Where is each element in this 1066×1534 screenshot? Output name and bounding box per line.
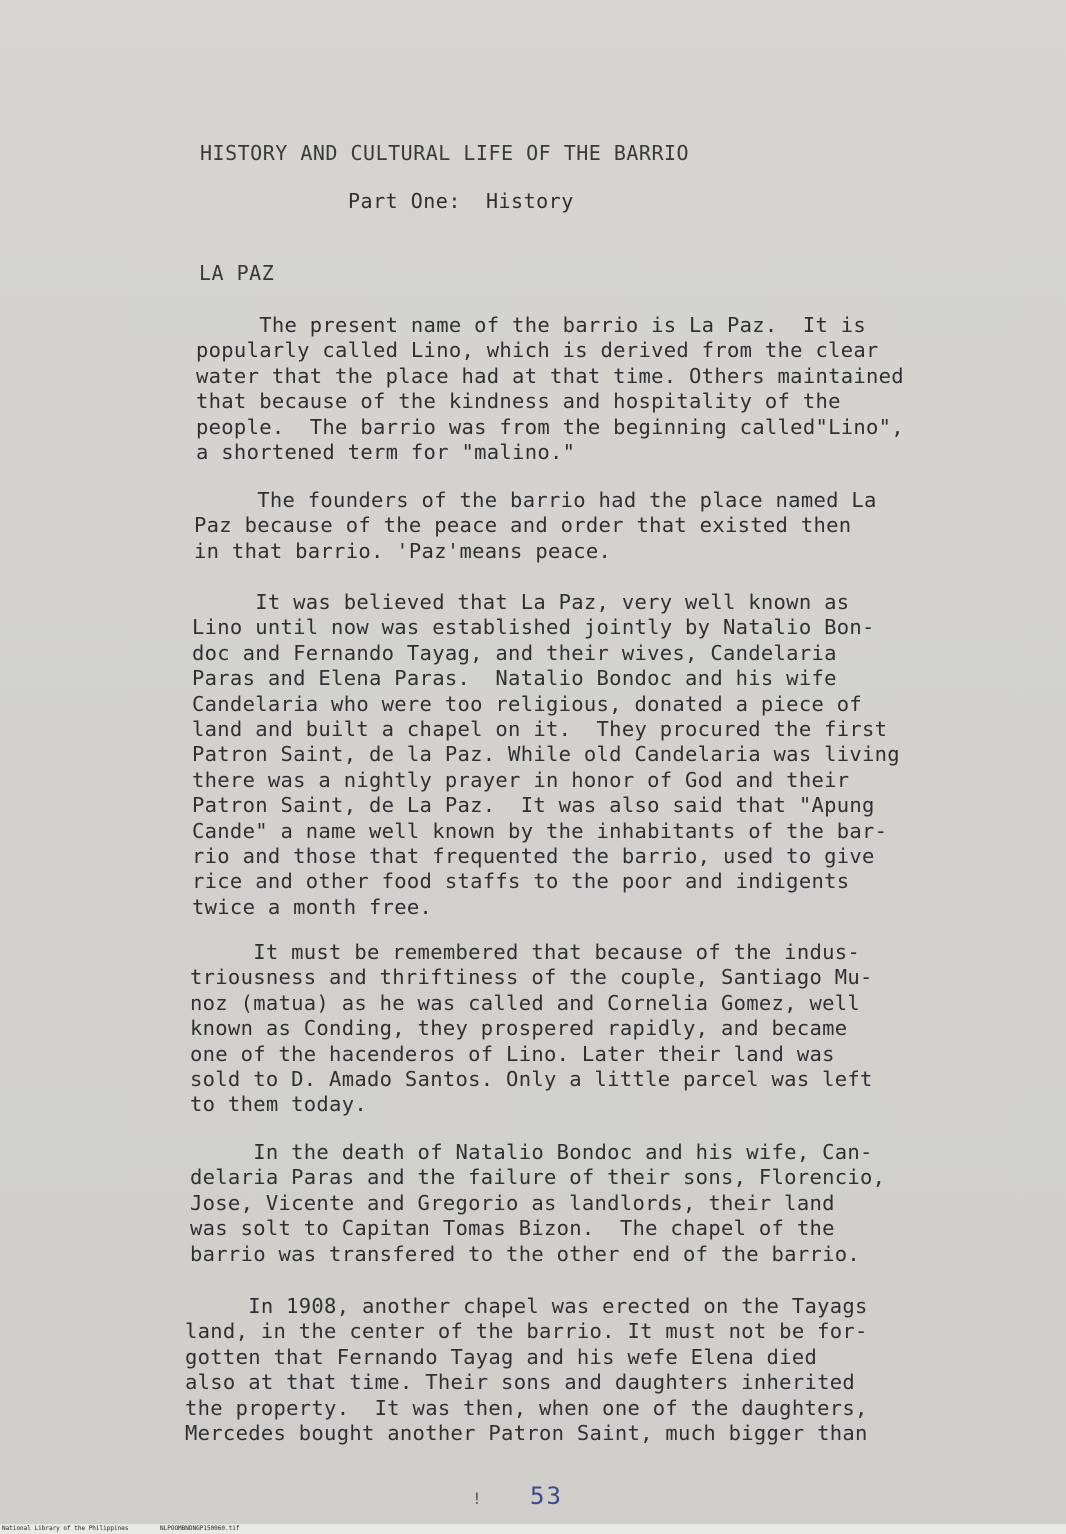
paragraph-munoz-couple: It must be remembered that because of the indus- triousness and thriftiness of the couple, Santiago Mu- noz (matua) as he was called and Cornelia Gomez, well known as Conding, they prospered rapidly, and became one of the hacenderos of Lino. Later their land was sold to D. Amado Santos. Only a little parcel was left to them today.	[190, 940, 873, 1117]
paragraph-1908-chapel: In 1908, another chapel was erected on the Tayags land, in the center of the barrio. It must not be for- gotten that Fernando Tayag and his wefe Elena died also at that time. Their sons and daughters inherited the property. It was then, when one of the daughters, Mercedes bought another Patron Saint, much bigger than	[185, 1294, 868, 1446]
paragraph-barrio-name: The present name of the barrio is La Paz. It is popularly called Lino, which is derived from the clear water that the place had at that time. Others maintained that because of the kindness and hospitality of the people. The barrio was from the beginning called"Lino", a shortened term for "malino."	[196, 313, 904, 465]
paragraph-establishment: It was believed that La Paz, very well known as Lino until now was established jointly by Natalio Bon- doc and Fernando Tayag, and their wives, Candelaria Paras and Elena Paras. Natalio Bondoc and his wife Candelaria who were too religious, donated a piece of land and built a chapel on it. They procured the first Patron Saint, de la Paz. While old Candelaria was living there was a nightly prayer in honor of God and their Patron Saint, de La Paz. It was also said that "Apung Cande" a name well known by the inhabitants of the bar- rio and those that frequented the barrio, used to give rice and other food staffs to the poor and indigents twice a month free.	[192, 590, 900, 919]
footer-library-name: National Library of the Philippines	[2, 1525, 129, 1532]
footer-file-name: NLPOOMBNDNGP150060.tif	[160, 1525, 240, 1532]
document-title: HISTORY AND CULTURAL LIFE OF THE BARRIO	[200, 141, 690, 165]
section-heading: LA PAZ	[199, 261, 275, 285]
document-subtitle: Part One: History	[348, 189, 574, 213]
paragraph-bondoc-death: In the death of Natalio Bondoc and his wife, Can- delaria Paras and the failure of their sons, Florencio, Jose, Vicente and Gregorio as landlords, their land was solt to Capitan Tomas Bizon. The chapel of the barrio was transfered to the other end of the barrio.	[190, 1140, 886, 1266]
stray-ink-mark: !	[472, 1489, 482, 1508]
page-number: 53	[530, 1482, 563, 1510]
paragraph-founders: The founders of the barrio had the place named La Paz because of the peace and order that existed then in that barrio. 'Paz'means peace.	[194, 488, 877, 563]
